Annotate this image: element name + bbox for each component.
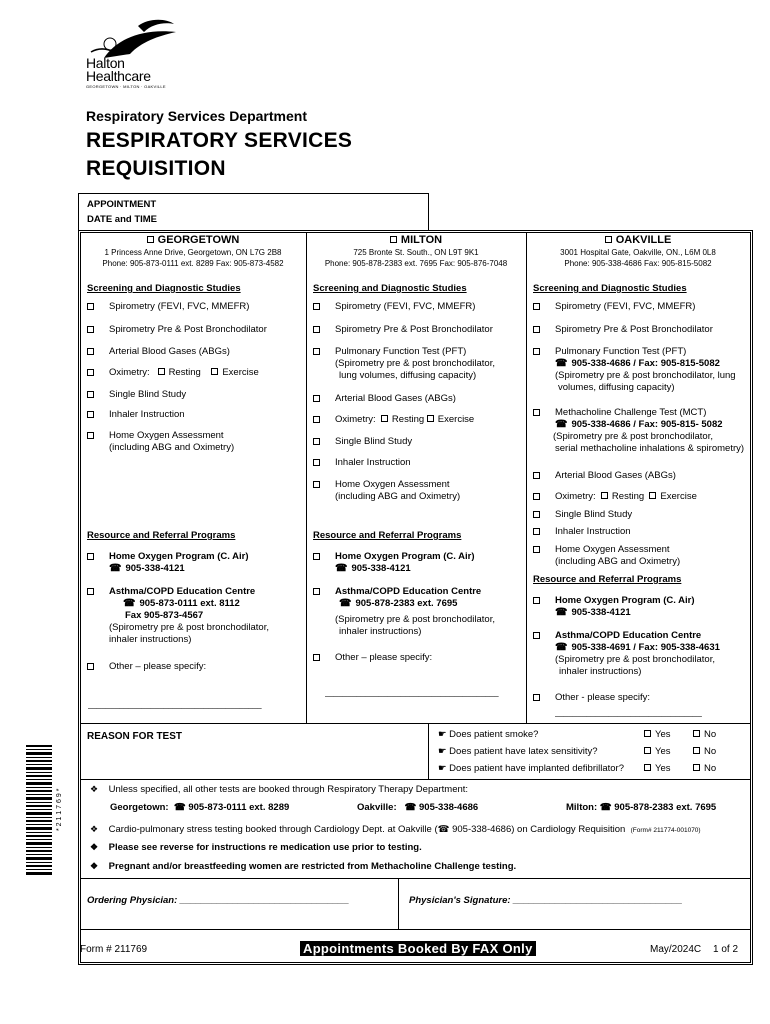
checkbox-icon[interactable] xyxy=(313,326,320,333)
phone-icon: ☎ xyxy=(109,563,122,574)
yes-option[interactable] xyxy=(644,763,671,775)
phone-number: 905-873-0111 ext. 8112 xyxy=(139,598,240,609)
checkbox-icon[interactable] xyxy=(533,409,540,416)
checkbox-icon[interactable] xyxy=(533,326,540,333)
item-note: (Spirometry pre & post bronchodilator, xyxy=(335,614,495,625)
phone-icon: ☎ xyxy=(404,802,417,813)
barcode-text: * 2 1 1 7 6 9 * xyxy=(56,788,63,832)
milton-resource-title: Resource and Referral Programs xyxy=(313,530,462,541)
resting-label: Resting xyxy=(611,491,645,502)
question-label: Does patient have latex sensitivity? xyxy=(449,746,598,757)
item-label: Pulmonary Function Test (PFT) xyxy=(335,346,467,357)
item-note: inhaler instructions) xyxy=(559,666,642,677)
checkbox-icon[interactable] xyxy=(381,415,388,422)
item-label: Inhaler Instruction xyxy=(555,526,631,537)
appointment-date-label: DATE and TIME xyxy=(87,214,158,225)
note-text: Unless specified, all other tests are booked through Respiratory Therapy Department: xyxy=(108,784,469,795)
item-label: Single Blind Study xyxy=(555,509,633,520)
checkbox-icon[interactable] xyxy=(644,764,651,771)
fax-number: Fax 905-873-4567 xyxy=(125,610,204,621)
ordering-physician-field[interactable]: ________________________________ xyxy=(179,895,349,906)
diamond-bullet-icon: ❖ xyxy=(90,784,99,794)
resting-label: Resting xyxy=(391,414,425,425)
item-label: Arterial Blood Gases (ABGs) xyxy=(335,393,456,404)
physician-signature-row[interactable] xyxy=(409,895,682,906)
checkbox-icon[interactable] xyxy=(313,459,320,466)
item-label: Spirometry Pre & Post Bronchodilator xyxy=(335,324,493,335)
milton-spirometry-pre-post[interactable] xyxy=(313,324,523,336)
item-note: (Spirometry pre & post bronchodilator, xyxy=(109,622,269,633)
item-label: Spirometry (FEVI, FVC, MMEFR) xyxy=(109,301,250,312)
item-label: Single Blind Study xyxy=(335,436,413,447)
yes-label: Yes xyxy=(655,746,671,757)
item-label: Asthma/COPD Education Centre xyxy=(335,586,482,597)
item-sublabel: serial methacholine inhalations & spirometry) xyxy=(555,443,745,454)
oakville-name: OAKVILLE xyxy=(615,234,672,246)
resting-label: Resting xyxy=(168,367,201,378)
checkbox-icon[interactable] xyxy=(693,764,700,771)
item-label: Asthma/COPD Education Centre xyxy=(555,630,702,641)
reason-divider xyxy=(428,724,429,779)
item-label: Asthma/COPD Education Centre xyxy=(109,586,256,597)
checkbox-icon[interactable] xyxy=(533,546,540,553)
hand-icon: ☛ xyxy=(438,763,447,774)
yes-label: Yes xyxy=(655,763,671,774)
note-phone-row xyxy=(110,802,730,814)
milton-phone: Phone: 905-878-2383 ext. 7695 Fax: 905-876-7048 xyxy=(324,259,508,268)
item-label: Home Oxygen Program (C. Air) xyxy=(109,551,249,562)
checkbox-icon[interactable] xyxy=(313,654,320,661)
oakville-spirometry[interactable] xyxy=(533,301,748,313)
checkbox-icon[interactable] xyxy=(158,368,165,375)
phone-icon: ☎ xyxy=(437,824,450,835)
georgetown-home-oxygen-assessment[interactable] xyxy=(87,430,302,454)
oakville-pft[interactable] xyxy=(533,346,748,394)
no-label: No xyxy=(704,746,717,757)
logo-line1: Halton xyxy=(86,55,125,71)
no-option[interactable] xyxy=(693,763,716,775)
checkbox-icon[interactable] xyxy=(313,416,320,423)
no-label: No xyxy=(704,763,717,774)
exercise-label: Exercise xyxy=(222,367,259,378)
oakville-home-oxygen-program[interactable] xyxy=(533,595,748,619)
reason-label: REASON FOR TEST xyxy=(87,731,183,742)
item-label: Single Blind Study xyxy=(109,389,187,400)
exercise-label: Exercise xyxy=(660,491,697,502)
page-title-line2: REQUISITION xyxy=(86,157,226,180)
section-divider xyxy=(80,779,751,780)
checkbox-icon[interactable] xyxy=(211,368,218,375)
milton-spirometry[interactable] xyxy=(313,301,523,313)
phone-icon: ☎ xyxy=(335,563,348,574)
physician-signature-label: Physician's Signature: xyxy=(409,895,511,906)
checkbox-icon[interactable] xyxy=(87,391,94,398)
phone-number: 905-338-4121 xyxy=(125,563,185,574)
note-text: 905-338-4686) on Cardiology Requisition xyxy=(449,824,626,835)
ordering-physician-row[interactable] xyxy=(87,895,349,906)
yes-option[interactable] xyxy=(644,729,671,741)
georgetown-spirometry-pre-post[interactable] xyxy=(87,324,302,336)
georgetown-label: Georgetown: xyxy=(110,802,169,813)
phone-number: 905-338-4686 / Fax: 905-815-5082 xyxy=(571,358,720,369)
georgetown-inhaler[interactable] xyxy=(87,409,302,421)
item-label: Spirometry Pre & Post Bronchodilator xyxy=(555,324,713,335)
hand-icon: ☛ xyxy=(438,729,447,740)
item-note: (Spirometry pre & post bronchodilator, xyxy=(555,654,715,665)
georgetown-resource-title: Resource and Referral Programs xyxy=(87,530,236,541)
logo xyxy=(86,18,196,88)
georgetown-abg[interactable] xyxy=(87,346,302,358)
oakville-single-blind[interactable] xyxy=(533,509,748,521)
oakville-label: Oakville: xyxy=(357,802,397,813)
physician-signature-field[interactable]: ________________________________ xyxy=(513,895,683,906)
checkbox-icon[interactable] xyxy=(533,632,540,639)
georgetown-oximetry[interactable] xyxy=(87,367,302,379)
item-sublabel: (Spirometry pre & post bronchodilator, xyxy=(553,431,713,442)
section-divider xyxy=(80,878,751,879)
fax-only-banner: Appointments Booked By FAX Only xyxy=(300,941,536,956)
checkbox-icon[interactable] xyxy=(87,432,94,439)
phone-icon: ☎ xyxy=(123,598,136,609)
note-text: Please see reverse for instructions re medication use prior to testing. xyxy=(108,842,422,853)
yes-option[interactable] xyxy=(644,746,671,758)
form-number: (Form# 211774-001070) xyxy=(630,827,701,834)
yes-label: Yes xyxy=(655,729,671,740)
checkbox-icon[interactable] xyxy=(313,395,320,402)
checkbox-icon[interactable] xyxy=(87,553,94,560)
phone-icon: ☎ xyxy=(339,598,352,609)
item-sublabel: lung volumes, diffusing capacity) xyxy=(339,370,477,381)
checkbox-icon[interactable] xyxy=(87,411,94,418)
item-label: Home Oxygen Program (C. Air) xyxy=(335,551,475,562)
item-sublabel: (Spirometry pre & post bronchodilator, lung xyxy=(555,370,736,381)
item-note: inhaler instructions) xyxy=(339,626,422,637)
checkbox-icon[interactable] xyxy=(649,492,656,499)
milton-other[interactable] xyxy=(313,652,523,664)
oakville-screening-title: Screening and Diagnostic Studies xyxy=(533,283,687,294)
phone-number: 905-338-4691 / Fax: 905-338-4631 xyxy=(571,642,720,653)
checkbox-icon[interactable] xyxy=(533,597,540,604)
note-line-3 xyxy=(90,841,422,854)
section-divider xyxy=(80,929,751,930)
item-sublabel: (including ABG and Oximetry) xyxy=(109,442,235,453)
oakville-oximetry[interactable] xyxy=(533,491,748,503)
smoke-question-row xyxy=(438,729,748,741)
item-label: Home Oxygen Assessment xyxy=(335,479,450,490)
item-label: Other – please specify: xyxy=(109,661,207,672)
item-label: Home Oxygen Assessment xyxy=(109,430,224,441)
checkbox-icon[interactable] xyxy=(87,303,94,310)
page-number: 1 of 2 xyxy=(713,944,739,955)
diamond-bullet-icon: ❖ xyxy=(90,824,99,834)
checkbox-icon[interactable] xyxy=(87,348,94,355)
phone-icon: ☎ xyxy=(173,802,186,813)
oakville-address: 3001 Hospital Gate, Oakville, ON., L6M 0L8 xyxy=(560,248,716,257)
no-label: No xyxy=(704,729,717,740)
checkbox-icon[interactable] xyxy=(693,730,700,737)
milton-address: 725 Bronte St. South., ON L9T 9K1 xyxy=(353,248,479,257)
checkbox-icon[interactable] xyxy=(87,326,94,333)
milton-copd[interactable] xyxy=(313,586,523,638)
note-text: Cardio-pulmonary stress testing booked through Cardiology Dept. at Oakville ( xyxy=(108,824,438,835)
oximetry-label: Oximetry: xyxy=(555,491,596,502)
item-label: Spirometry Pre & Post Bronchodilator xyxy=(109,324,267,335)
item-label: Pulmonary Function Test (PFT) xyxy=(555,346,687,357)
checkbox-icon[interactable] xyxy=(533,694,540,701)
oakville-abg[interactable] xyxy=(533,470,748,482)
milton-name: MILTON xyxy=(400,234,443,246)
checkbox-icon[interactable] xyxy=(533,472,540,479)
oakville-other[interactable] xyxy=(533,692,748,704)
checkbox-icon[interactable] xyxy=(693,747,700,754)
item-label: Home Oxygen Assessment xyxy=(555,544,670,555)
georgetown-phone-number: 905-873-0111 ext. 8289 xyxy=(188,802,290,813)
milton-label: Milton: xyxy=(566,802,598,813)
signature-divider xyxy=(398,879,399,929)
georgetown-home-oxygen-program[interactable] xyxy=(87,551,302,575)
checkbox-icon[interactable] xyxy=(601,492,608,499)
milton-phone-number: 905-878-2383 ext. 7695 xyxy=(614,802,717,813)
hand-icon: ☛ xyxy=(438,746,447,757)
oximetry-label: Oximetry: xyxy=(335,414,376,425)
checkbox-icon[interactable] xyxy=(87,663,94,670)
barcode xyxy=(26,745,66,875)
checkbox-icon[interactable] xyxy=(644,747,651,754)
milton-single-blind[interactable] xyxy=(313,436,523,448)
checkbox-icon[interactable] xyxy=(533,348,540,355)
checkbox-icon[interactable] xyxy=(427,415,434,422)
georgetown-screening-title: Screening and Diagnostic Studies xyxy=(87,283,241,294)
logo-line2: Healthcare xyxy=(86,68,151,84)
oakville-resource-title: Resource and Referral Programs xyxy=(533,574,682,585)
phone-icon: ☎ xyxy=(555,607,568,618)
page-title-line1: RESPIRATORY SERVICES xyxy=(86,129,353,152)
checkbox-icon[interactable] xyxy=(313,438,320,445)
georgetown-address: 1 Princess Anne Drive, Georgetown, ON L7G 2B8 xyxy=(104,248,282,257)
appointment-label: APPOINTMENT xyxy=(87,199,157,210)
georgetown-name: GEORGETOWN xyxy=(157,234,240,246)
item-label: Methacholine Challenge Test (MCT) xyxy=(555,407,707,418)
no-option[interactable] xyxy=(693,729,716,741)
georgetown-copd[interactable] xyxy=(87,586,302,646)
no-option[interactable] xyxy=(693,746,716,758)
checkbox-icon[interactable] xyxy=(390,236,397,243)
milton-oximetry[interactable] xyxy=(313,414,523,426)
checkbox-icon[interactable] xyxy=(87,588,94,595)
checkbox-icon[interactable] xyxy=(313,303,320,310)
checkbox-icon[interactable] xyxy=(313,588,320,595)
milton-home-oxygen-assessment[interactable] xyxy=(313,479,523,503)
phone-icon: ☎ xyxy=(555,419,568,430)
oakville-phone-number: 905-338-4686 xyxy=(419,802,479,813)
oximetry-label: Oximetry: xyxy=(109,367,150,378)
ordering-physician-label: Ordering Physician: xyxy=(87,895,178,906)
column-divider xyxy=(306,232,307,723)
georgetown-other-field[interactable]: _______________________________________ xyxy=(88,700,262,709)
checkbox-icon[interactable] xyxy=(147,236,154,243)
form-date: May/2024C xyxy=(650,944,702,955)
question-label: Does patient smoke? xyxy=(449,729,539,740)
checkbox-icon[interactable] xyxy=(644,730,651,737)
oakville-mct[interactable] xyxy=(533,407,748,455)
milton-pft[interactable] xyxy=(313,346,523,382)
phone-number: 905-878-2383 ext. 7695 xyxy=(355,598,458,609)
oakville-copd[interactable] xyxy=(533,630,748,678)
oakville-inhaler[interactable] xyxy=(533,526,748,538)
latex-question-row xyxy=(438,746,748,758)
form-number: Form # 211769 xyxy=(80,944,148,955)
diamond-bullet-icon: ❖ xyxy=(90,842,99,852)
checkbox-icon[interactable] xyxy=(533,511,540,518)
item-label: Other – please specify: xyxy=(335,652,433,663)
note-line-2 xyxy=(90,823,701,837)
item-sublabel: (including ABG and Oximetry) xyxy=(335,491,461,502)
oakville-phone: Phone: 905-338-4686 Fax: 905-815-5082 xyxy=(564,259,712,268)
phone-number: 905-338-4121 xyxy=(571,607,631,618)
georgetown-phone: Phone: 905-873-0111 ext. 8289 Fax: 905-873-4582 xyxy=(102,259,284,268)
checkbox-icon[interactable] xyxy=(605,236,612,243)
oakville-other-field[interactable]: _________________________________ xyxy=(555,708,702,717)
reason-field[interactable] xyxy=(87,745,422,775)
appointment-box[interactable] xyxy=(78,193,429,231)
item-label: Inhaler Instruction xyxy=(109,409,185,420)
diamond-bullet-icon: ❖ xyxy=(90,861,99,871)
checkbox-icon[interactable] xyxy=(313,553,320,560)
georgetown-header[interactable] xyxy=(82,234,304,246)
item-label: Arterial Blood Gases (ABGs) xyxy=(109,346,230,357)
department-title: Respiratory Services Department xyxy=(86,108,307,124)
phone-number: 905-338-4121 xyxy=(351,563,411,574)
note-text: Pregnant and/or breastfeeding women are restricted from Methacholine Challenge testing. xyxy=(108,861,517,872)
phone-icon: ☎ xyxy=(599,802,612,813)
note-line-1 xyxy=(90,783,468,796)
logo-tagline: GEORGETOWN · MILTON · OAKVILLE xyxy=(86,84,166,89)
item-label: Other - please specify: xyxy=(555,692,651,703)
section-divider xyxy=(80,723,751,724)
checkbox-icon[interactable] xyxy=(533,493,540,500)
checkbox-icon[interactable] xyxy=(313,348,320,355)
oakville-spirometry-pre-post[interactable] xyxy=(533,324,748,336)
question-label: Does patient have implanted defibrillator? xyxy=(449,763,624,774)
item-note: inhaler instructions) xyxy=(109,634,192,645)
georgetown-other[interactable] xyxy=(87,661,302,673)
checkbox-icon[interactable] xyxy=(87,369,94,376)
milton-other-field[interactable]: _______________________________________ xyxy=(325,688,499,697)
item-label: Spirometry (FEVI, FVC, MMEFR) xyxy=(555,301,696,312)
item-sublabel: volumes, diffusing capacity) xyxy=(558,382,675,393)
defibrillator-question-row xyxy=(438,763,748,775)
item-label: Arterial Blood Gases (ABGs) xyxy=(555,470,676,481)
item-sublabel: (Spirometry pre & post bronchodilator, xyxy=(335,358,495,369)
milton-home-oxygen-program[interactable] xyxy=(313,551,523,575)
item-sublabel: (including ABG and Oximetry) xyxy=(555,556,681,567)
item-label: Spirometry (FEVI, FVC, MMEFR) xyxy=(335,301,476,312)
oakville-header[interactable] xyxy=(528,234,748,246)
exercise-label: Exercise xyxy=(437,414,475,425)
checkbox-icon[interactable] xyxy=(533,303,540,310)
barcode-icon xyxy=(26,745,52,875)
georgetown-single-blind[interactable] xyxy=(87,389,302,401)
item-label: Home Oxygen Program (C. Air) xyxy=(555,595,695,606)
column-divider xyxy=(526,232,527,723)
note-line-4 xyxy=(90,860,516,873)
milton-header[interactable] xyxy=(308,234,524,246)
phone-icon: ☎ xyxy=(555,642,568,653)
georgetown-spirometry[interactable] xyxy=(87,301,302,313)
milton-inhaler[interactable] xyxy=(313,457,523,469)
phone-icon: ☎ xyxy=(555,358,568,369)
checkbox-icon[interactable] xyxy=(533,528,540,535)
oakville-home-oxygen-assessment[interactable] xyxy=(533,544,748,568)
checkbox-icon[interactable] xyxy=(313,481,320,488)
milton-screening-title: Screening and Diagnostic Studies xyxy=(313,283,467,294)
item-label: Inhaler Instruction xyxy=(335,457,411,468)
phone-number: 905-338-4686 / Fax: 905-815- 5082 xyxy=(571,419,723,430)
milton-abg[interactable] xyxy=(313,393,523,405)
